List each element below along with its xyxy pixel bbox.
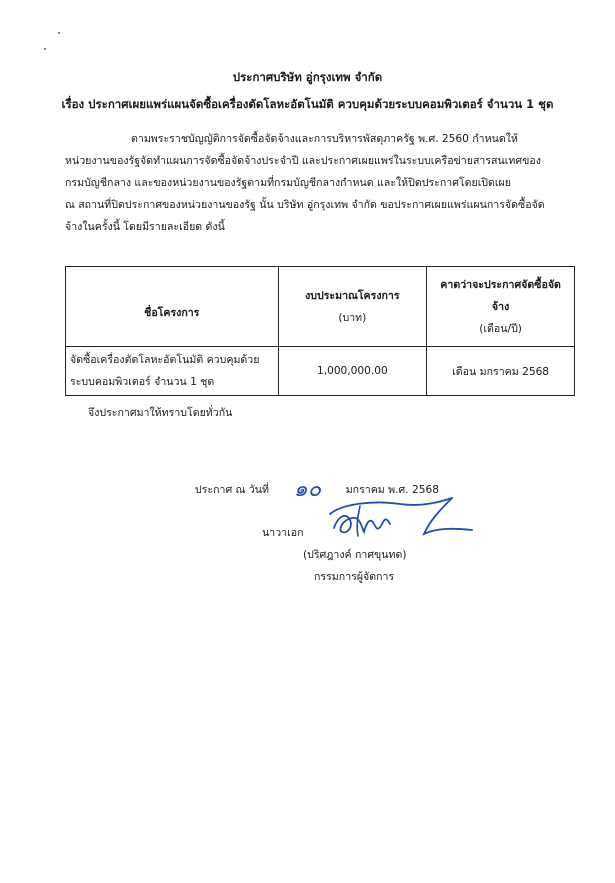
body-line: กรมบัญชีกลาง และของหน่วยงานของรัฐตามที่กรมบัญชีกลางกำหนด และให้ปิดประกาศโดยเปิดเผย [65,177,511,189]
cell-plan-date: เดือน มกราคม 2568 [427,347,575,396]
signature-image [312,494,482,544]
body-line: ณ สถานที่ปิดประกาศของหน่วยงานของรัฐ นั้น บริษัท อู่กรุงเทพ จำกัด ขอประกาศเผยแพร่แผนการจัดซื้อจัด [65,199,545,211]
speck-dot [58,32,60,34]
company-heading: ประกาศบริษัท อู่กรุงเทพ จำกัด [232,70,383,84]
header-budget [278,267,427,347]
closing-statement: จึงประกาศมาให้ทราบโดยทั่วกัน [88,407,233,419]
header-plan-title-1: คาดว่าจะประกาศจัดซื้อจัด [440,278,561,291]
cell-project-name [66,347,279,396]
header-budget-unit: (บาท) [338,311,367,324]
project-name-line: ระบบคอมพิวเตอร์ จำนวน 1 ชุด [70,376,215,388]
signer-rank: นาวาเอก [262,527,304,539]
table-header-row [66,267,575,347]
body-line: ตามพระราชบัญญัติการจัดซื้อจัดจ้างและการบริหารพัสดุภาครัฐ พ.ศ. 2560 กำหนดให้ [131,133,518,145]
body-line: หน่วยงานของรัฐจัดทำแผนการจัดซื้อจัดจ้างประจำปี และประกาศเผยแพร่ในระบบเครือข่ายสารสนเทศของ [65,155,541,167]
subject-heading: เรื่อง ประกาศเผยแพร่แผนจัดซื้อเครื่องตัดโลหะอัตโนมัติ ควบคุมด้วยระบบคอมพิวเตอร์ จำนวน 1 ชุด [61,97,554,111]
date-day-handwritten: ๑๐ [293,477,322,502]
signer-name: (ปริศฎางค์ กาศขุนทด) [303,549,407,561]
header-project-name: ชื่อโครงการ [66,267,279,347]
date-prefix: ประกาศ ณ วันที่ [195,484,269,496]
header-plan-unit: (เดือน/ปี) [479,322,522,335]
header-plan-title-2: จ้าง [491,300,510,313]
body-line: จ้างในครั้งนี้ โดยมีรายละเอียด ดังนี้ [65,221,225,233]
procurement-plan-table [65,266,575,396]
speck-dot [44,48,46,50]
table-row [66,347,575,396]
body-paragraph [65,128,585,238]
signer-title: กรรมการผู้จัดการ [314,571,395,583]
header-plan-date [427,267,575,347]
date-month-year: มกราคม พ.ศ. 2568 [345,484,439,496]
header-budget-title: งบประมาณโครงการ [305,289,400,302]
project-name-line: จัดซื้อเครื่องตัดโลหะอัตโนมัติ ควบคุมด้วย [70,354,260,366]
cell-budget: 1,000,000.00 [278,347,427,396]
